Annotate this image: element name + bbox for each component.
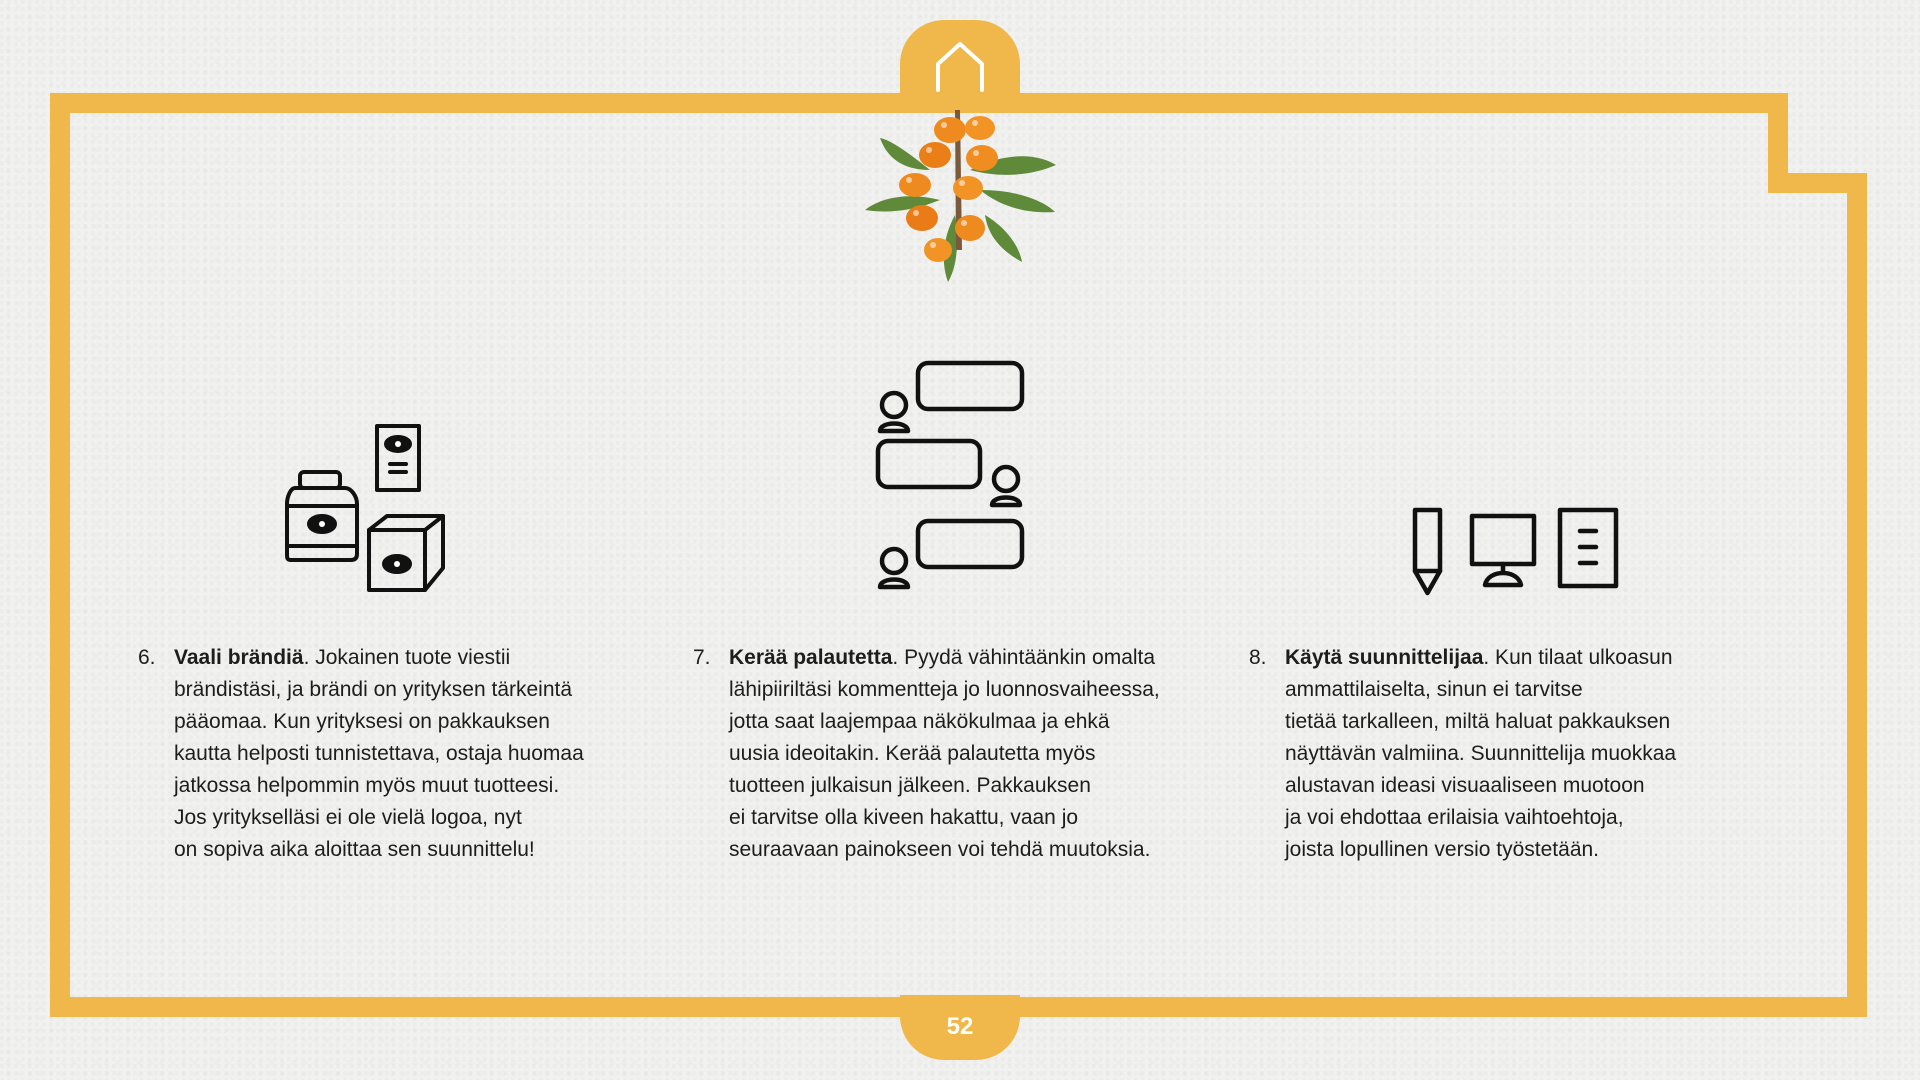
page-number: 52 [946, 1013, 974, 1040]
tip-line: kautta helposti tunnistettava, ostaja huomaa [174, 742, 584, 765]
tip-line: ei tarvitse olla kiveen hakattu, vaan jo [729, 806, 1079, 829]
designer-tools-icon [1410, 505, 1620, 600]
tip-line: ammattilaiselta, sinun ei tarvitse [1285, 678, 1583, 701]
tip-line: alustavan ideasi visuaaliseen muotoon [1285, 774, 1645, 797]
tip-line: jotta saat laajempaa näkökulmaa ja ehkä [729, 710, 1110, 733]
tip-line: brändistäsi, ja brändi on yrityksen tärkeintä [174, 678, 573, 701]
tip-line: tuotteen julkaisun jälkeen. Pakkauksen [729, 774, 1091, 797]
tip-title: Kerää palautetta [729, 646, 893, 669]
tip-line: Jos yritykselläsi ei ole vielä logoa, nyt [174, 806, 522, 829]
feedback-chat-icon [870, 355, 1030, 595]
tip-line: ja voi ehdottaa erilaisia vaihtoehtoja, [1285, 806, 1624, 829]
tip-title: Vaali brändiä [174, 646, 304, 669]
sea-buckthorn-berries-image [860, 110, 1060, 285]
tip-number: 6. [138, 646, 156, 669]
page-number-tab [900, 995, 1020, 1060]
tip-line: tietää tarkalleen, miltä haluat pakkauksen [1285, 710, 1671, 733]
tip-line: on sopiva aika aloittaa sen suunnittelu! [174, 838, 535, 861]
tip-line: seuraavaan painokseen voi tehdä muutoksia. [729, 838, 1151, 861]
home-button[interactable] [900, 20, 1020, 100]
tip-7 [693, 642, 1213, 866]
tip-line: Kerää palautetta. Pyydä vähintäänkin omalta [729, 646, 1156, 669]
tip-number: 8. [1249, 646, 1267, 669]
tip-number: 7. [693, 646, 711, 669]
tip-8 [1249, 642, 1769, 866]
tip-line: uusia ideoitakin. Kerää palautetta myös [729, 742, 1096, 765]
tip-6 [138, 642, 658, 866]
tip-line: joista lopullinen versio työstetään. [1285, 838, 1600, 861]
tip-line: Vaali brändiä. Jokainen tuote viestii [174, 646, 511, 669]
package-branding-icon [285, 420, 450, 600]
tip-line: näyttävän valmiina. Suunnittelija muokkaa [1285, 742, 1677, 765]
home-icon [933, 40, 987, 96]
tip-line: lähipiiriltäsi kommentteja jo luonnosvaiheessa, [729, 678, 1160, 701]
tip-line: jatkossa helpommin myös muut tuotteesi. [174, 774, 560, 797]
tip-line: Käytä suunnittelijaa. Kun tilaat ulkoasun [1285, 646, 1673, 669]
tip-line: pääomaa. Kun yrityksesi on pakkauksen [174, 710, 550, 733]
tip-title: Käytä suunnittelijaa [1285, 646, 1484, 669]
